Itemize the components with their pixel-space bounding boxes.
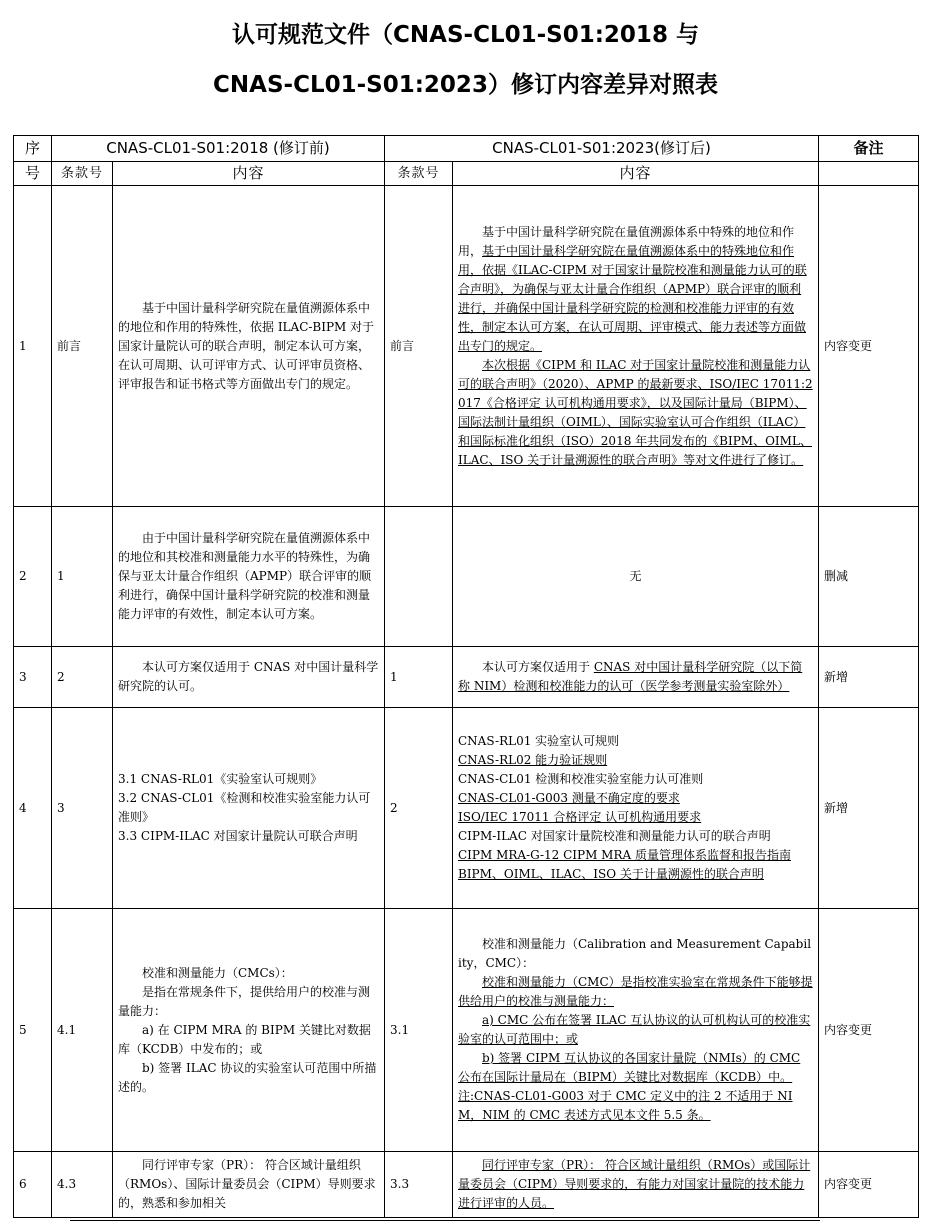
new-content [453, 1152, 819, 1218]
new-content-para: 本次根据《CIPM 和 ILAC 对于国家计量院校准和测量能力认可的联合声明》（2020）、APMP 的最新要求、ISO/IEC 17011:2017《合格评定 认可机构通用要求》，以及国际计量局（BIPM）、国际法制计量组织（OIML）、国际实验室认可合作组织（ILAC）和国际标准化组织（ISO）2018 年共同发布的《BIPM、OIML、ILAC、ISO 关于计量溯源性的联合声明》等对文件进行了修订。 [458, 357, 813, 467]
new-content-added: 基于中国计量科学研究院在量值溯源体系中的特殊地位和作用，依据《ILAC-CIPM 对于国家计量院校准和测量能力认可的联合声明》，为确保与亚太计量合作组织（APMP）联合评审的顺利进行，并确保中国计量科学研究院的检测和校准能力评审的有效性，制定本认可方案，在认可周期、评审模式、能力表述等方面做出专门的规定。 [458, 243, 807, 353]
new-content: 无 [453, 507, 819, 647]
header-clause-new: 条款号 [385, 162, 453, 186]
table-subheader-row [14, 162, 919, 186]
header-content-new: 内容 [453, 162, 819, 186]
header-content-old: 内容 [113, 162, 385, 186]
new-content-line: CIPM MRA-G-12 CIPM MRA 质量管理体系监督和报告指南 [458, 848, 791, 862]
new-content-note: 注:CNAS-CL01-G003 对于 CMC 定义中的注 2 不适用于 NIM，NIM 的 CMC 表述方式见本文件 5.5 条。 [458, 1089, 793, 1122]
new-content-line: BIPM、OIML、ILAC、ISO 关于计量溯源性的联合声明 [458, 867, 764, 881]
new-content-text: 基于中国计量科学研究院在量值溯源体系中特殊的地位和作用， [458, 224, 795, 258]
old-content [113, 647, 385, 708]
header-no-top: 序 [14, 136, 52, 162]
new-content-added: CNAS 对中国计量科学研究院（以下简称 NIM）检测和校准能力的认可（医学参考测量实验室除外） [458, 660, 803, 693]
old-content-line: 校准和测量能力（CMCs）： [142, 965, 293, 980]
new-content-line: 校准和测量能力（CMC）是指校准实验室在常规条件下能够提供给用户的校准与测量能力： [458, 975, 813, 1008]
new-clause: 3.3 [385, 1152, 453, 1218]
new-clause: 1 [385, 647, 453, 708]
old-clause: 前言 [52, 186, 113, 507]
old-clause: 4.3 [52, 1152, 113, 1218]
old-content-line: 是指在常规条件下，提供给用户的校准与测量能力： [118, 984, 371, 1018]
new-clause: 2 [385, 708, 453, 909]
old-content-line: 3.3 CIPM-ILAC 对国家计量院认可联合声明 [118, 829, 358, 843]
table-row [14, 507, 919, 647]
new-content-line: CNAS-RL02 能力验证规则 [458, 753, 608, 767]
header-new-version: CNAS-CL01-S01:2023(修订后) [385, 136, 819, 162]
remark: 新增 [819, 647, 919, 708]
table-header-row [14, 136, 919, 162]
new-content-text: 本认可方案仅适用于 [482, 660, 594, 674]
remark: 新增 [819, 708, 919, 909]
old-content-line: a) 在 CIPM MRA 的 BIPM 关键比对数据库（KCDB）中发布的；或 [118, 1022, 371, 1056]
new-content-para: 同行评审专家（PR）： 符合区域计量组织（RMOs）或国际计量委员会（CIPM）导则要求的，有能力对国家计量院的技术能力进行评审的人员。 [458, 1158, 811, 1210]
remark: 内容变更 [819, 909, 919, 1152]
new-content-line: CIPM-ILAC 对国家计量院校准和测量能力认可的联合声明 [458, 829, 771, 843]
new-content-para [458, 658, 813, 696]
new-content [453, 708, 819, 909]
new-content-line: ISO/IEC 17011 合格评定 认可机构通用要求 [458, 810, 702, 824]
row-no: 2 [14, 507, 52, 647]
row-no: 4 [14, 708, 52, 909]
old-content [113, 507, 385, 647]
old-content-para: 由于中国计量科学研究院在量值溯源体系中的地位和其校准和测量能力水平的特殊性，为确保与亚太计量合作组织（APMP）联合评审的顺利进行，确保中国计量科学研究院的校准和测量能力评审的有效性，制定本认可方案。 [118, 531, 372, 621]
row-no: 1 [14, 186, 52, 507]
new-content-line: 校准和测量能力（Calibration and Measurement Capability，CMC）： [458, 937, 812, 970]
header-no-bottom: 号 [14, 162, 52, 186]
header-clause-old: 条款号 [52, 162, 113, 186]
new-content-line: a) CMC 公布在签署 ILAC 互认协议的认可机构认可的校准实验室的认可范围中；或 [458, 1013, 811, 1046]
old-content [113, 1152, 385, 1218]
new-content [453, 186, 819, 507]
old-clause: 4.1 [52, 909, 113, 1152]
remark: 内容变更 [819, 1152, 919, 1218]
new-content [453, 647, 819, 708]
new-clause: 3.1 [385, 909, 453, 1152]
revision-comparison-table [13, 135, 919, 1218]
old-content [113, 186, 385, 507]
old-content [113, 708, 385, 909]
old-content-line: 3.1 CNAS-RL01《实验室认可规则》 [118, 772, 323, 786]
page-bottom-rule [70, 1220, 820, 1221]
new-content-line: CNAS-CL01-G003 测量不确定度的要求 [458, 791, 680, 805]
document-title-line-1: 认可规范文件（CNAS-CL01-S01:2018 与 [232, 22, 699, 48]
header-remark: 备注 [819, 136, 919, 162]
old-content-para: 同行评审专家（PR）： 符合区域计量组织（RMOs）、国际计量委员会（CIPM）导则要求的，熟悉和参加相关 [118, 1158, 376, 1210]
row-no: 6 [14, 1152, 52, 1218]
remark: 内容变更 [819, 186, 919, 507]
old-content [113, 909, 385, 1152]
old-clause: 1 [52, 507, 113, 647]
remark: 删减 [819, 507, 919, 647]
row-no: 5 [14, 909, 52, 1152]
old-clause: 3 [52, 708, 113, 909]
new-content-line: CNAS-CL01 检测和校准实验室能力认可准则 [458, 772, 704, 786]
new-content-line: CNAS-RL01 实验室认可规则 [458, 734, 620, 748]
table-row [14, 1152, 919, 1218]
old-content-para: 基于中国计量科学研究院在量值溯源体系中的地位和作用的特殊性，依据 ILAC-BIPM 对于国家计量院认可的联合声明，制定本认可方案，在认可周期、认可评审方式、认可评审员资格、评审报告和证书格式等方面做出专门的规定。 [118, 300, 375, 391]
new-content-para [458, 223, 813, 356]
table-row [14, 909, 919, 1152]
new-content-line: b) 签署 CIPM 互认协议的各国家计量院（NMIs）的 CMC 公布在国际计量局在（BIPM）关键比对数据库（KCDB）中。 [458, 1051, 801, 1084]
old-content-para: 本认可方案仅适用于 CNAS 对中国计量科学研究院的认可。 [118, 660, 379, 693]
table-row [14, 186, 919, 507]
new-content [453, 909, 819, 1152]
old-content-line: 3.2 CNAS-CL01《检测和校准实验室能力认可准则》 [118, 791, 371, 824]
header-old-version: CNAS-CL01-S01:2018 (修订前) [52, 136, 385, 162]
header-remark-blank [819, 162, 919, 186]
new-clause: 前言 [385, 186, 453, 507]
document-title-line-2: CNAS-CL01-S01:2023）修订内容差异对照表 [213, 72, 718, 98]
old-content-line: b) 签署 ILAC 协议的实验室认可范围中所描述的。 [118, 1060, 377, 1094]
table-row [14, 647, 919, 708]
row-no: 3 [14, 647, 52, 708]
table-row [14, 708, 919, 909]
old-clause: 2 [52, 647, 113, 708]
new-clause [385, 507, 453, 647]
